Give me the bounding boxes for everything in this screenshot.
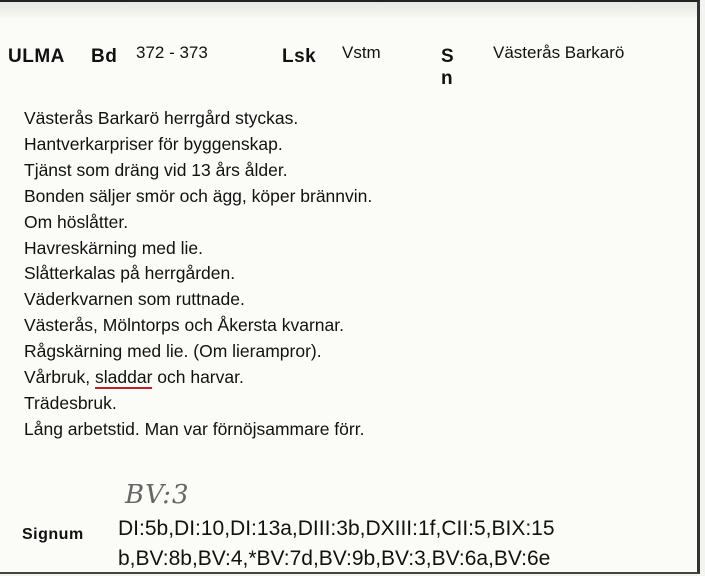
top-strip xyxy=(0,2,697,18)
topic-line: Om höslåtter. xyxy=(24,211,129,232)
sn-label: S n xyxy=(441,46,455,89)
topic-line: Trädesbruk. xyxy=(24,392,117,413)
topic-line xyxy=(24,365,372,391)
topic-line: Havreskärning med lie. xyxy=(24,237,203,258)
bd-value: 372 - 373 xyxy=(136,43,208,62)
signum-label: Signum xyxy=(22,526,84,543)
topic-line-start: Vårbruk, xyxy=(24,367,95,388)
signum-values xyxy=(118,514,555,574)
topic-line: Bonden säljer smör och ägg, köper brännvin. xyxy=(24,185,373,206)
topic-line: Slåtterkalas på herrgården. xyxy=(24,263,236,284)
topic-line: Väderkvarnen som ruttnade. xyxy=(24,289,245,310)
topic-line: Västerås, Mölntorps och Åkersta kvarnar. xyxy=(24,315,344,336)
topic-line: Västerås Barkarö herrgård styckas. xyxy=(24,108,299,128)
ulma-label: ULMA xyxy=(8,46,65,67)
handwritten-note: BV:3 xyxy=(125,480,190,510)
lsk-value: Vstm xyxy=(342,43,381,62)
signum-line-2: b,BV:8b,BV:4,*BV:7d,BV:9b,BV:3,BV:6a,BV:6e xyxy=(118,547,551,570)
underlined-word: sladdar xyxy=(95,367,153,388)
sn-value: Västerås Barkarö xyxy=(493,43,625,62)
topic-line: Hantverkarpriser för byggenskap. xyxy=(24,133,283,154)
bd-label: Bd xyxy=(91,46,118,67)
topic-line-end: och harvar. xyxy=(152,367,244,388)
topic-list xyxy=(24,106,372,443)
lsk-label: Lsk xyxy=(282,46,317,67)
signum-line-1: DI:5b,DI:10,DI:13a,DIII:3b,DXIII:1f,CII:5,BIX:15 xyxy=(118,517,555,540)
topic-line: Tjänst som dräng vid 13 års ålder. xyxy=(24,159,288,180)
topic-line: Lång arbetstid. Man var förnöjsammare förr. xyxy=(24,418,365,439)
topic-line: Rågskärning med lie. (Om lierampror). xyxy=(24,341,322,362)
